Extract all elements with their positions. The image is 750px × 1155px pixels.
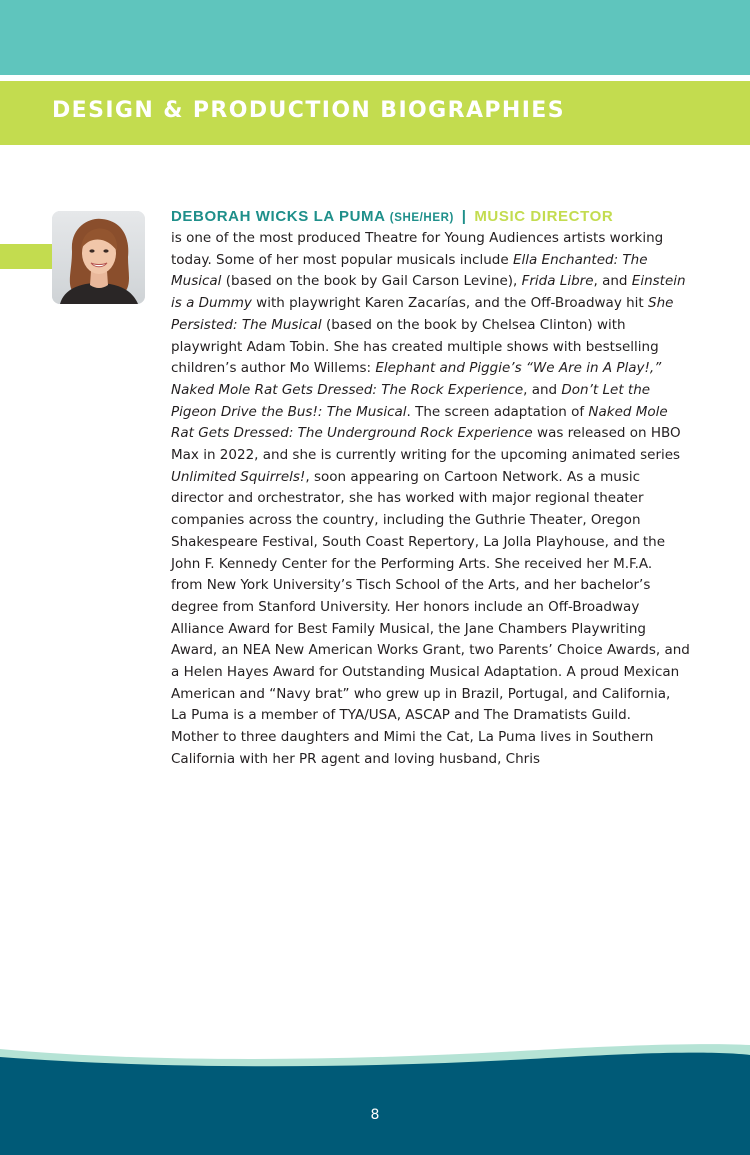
bio-italic-title: Rat Gets Dressed: The Underground Rock Experience <box>171 425 533 442</box>
bio-line <box>171 445 716 467</box>
bio-italic-title: Ella Enchanted: The <box>512 251 648 268</box>
bio-line <box>171 575 716 597</box>
bio-line <box>171 597 716 619</box>
bio-line <box>171 228 716 250</box>
bio-text-segment: a Helen Hayes Award for Outstanding Musical Adaptation. A proud Mexican <box>171 664 680 681</box>
bio-line <box>171 293 716 315</box>
bio-line <box>171 749 716 771</box>
bio-line <box>171 684 716 706</box>
bio-italic-title: Unlimited Squirrels! <box>171 468 306 485</box>
bio-line <box>171 402 716 424</box>
section-title: DESIGN & PRODUCTION BIOGRAPHIES <box>52 98 565 123</box>
page-number: 8 <box>370 1107 380 1123</box>
top-teal-band <box>0 0 750 75</box>
bio-text-segment: degree from Stanford University. Her honors include an Off-Broadway <box>171 598 640 615</box>
bio-text-segment: today. Some of her most popular musicals include <box>171 251 513 268</box>
bio-italic-title: Frida Libre <box>521 273 594 290</box>
bio-italic-title: Naked Mole Rat Gets Dressed: The Rock Experience <box>171 381 524 398</box>
bio-line <box>171 380 716 402</box>
bio-text-segment: with playwright Karen Zacarías, and the Off-Broadway hit <box>251 295 649 312</box>
bio-line <box>171 662 716 684</box>
bio-italic-title: She <box>648 295 674 312</box>
bio-italic-title: Persisted: The Musical <box>171 316 322 333</box>
bio-italic-title: is a Dummy <box>171 295 252 312</box>
bio-text-segment: children’s author Mo Willems: <box>171 360 376 377</box>
bio-text-segment: Shakespeare Festival, South Coast Repertory, La Jolla Playhouse, and the <box>171 533 666 550</box>
bio-text <box>171 228 716 771</box>
bio-text-segment: California with her PR agent and loving husband, Chris <box>171 750 541 767</box>
bio-line <box>171 315 716 337</box>
bio-text-segment: John F. Kennedy Center for the Performing Arts. She received her M.F.A. <box>171 555 653 572</box>
bio-pronouns: (SHE/HER) <box>389 212 454 224</box>
bio-italic-title: Don’t Let the <box>561 381 651 398</box>
bio-text-segment: from New York University’s Tisch School of the Arts, and her bachelor’s <box>171 577 651 594</box>
bio-line <box>171 727 716 749</box>
bio-text-segment: director and orchestrator, she has worked with major regional theater <box>171 490 644 507</box>
bio-line <box>171 358 716 380</box>
headshot-photo <box>52 211 145 304</box>
bio-text-segment: was released on HBO <box>532 425 681 442</box>
bio-text-segment: , and <box>523 381 562 398</box>
bio-line <box>171 619 716 641</box>
footer-navy-band <box>0 1053 750 1155</box>
bio-text-segment: . The screen adaptation of <box>406 403 589 420</box>
bio-header <box>171 208 711 227</box>
bio-text-segment: American and “Navy brat” who grew up in Brazil, Portugal, and California, <box>171 685 671 702</box>
bio-line <box>171 488 716 510</box>
left-accent-bar <box>0 244 52 269</box>
bio-line <box>171 337 716 359</box>
bio-text-segment: playwright Adam Tobin. She has created multiple shows with bestselling <box>171 338 659 355</box>
bio-line <box>171 640 716 662</box>
bio-text-segment: , and <box>593 273 632 290</box>
bio-text-segment: La Puma is a member of TYA/USA, ASCAP and The Dramatists Guild. <box>171 707 631 724</box>
bio-line <box>171 532 716 554</box>
bio-text-segment: Award, an NEA New American Works Grant, two Parents’ Choice Awards, and <box>171 642 690 659</box>
bio-text-segment: Alliance Award for Best Family Musical, the Jane Chambers Playwriting <box>171 620 646 637</box>
bio-text-segment: is one of the most produced Theatre for Young Audiences artists working <box>171 230 664 246</box>
bio-line <box>171 423 716 445</box>
bio-name: DEBORAH WICKS LA PUMA <box>171 208 385 225</box>
bio-role: MUSIC DIRECTOR <box>474 208 614 225</box>
bio-text-segment: Max in 2022, and she is currently writing for the upcoming animated series <box>171 447 681 464</box>
bio-text-segment: (based on the book by Gail Carson Levine), <box>221 273 522 290</box>
bio-line <box>171 510 716 532</box>
bio-text-segment: companies across the country, including the Guthrie Theater, Oregon <box>171 512 641 529</box>
bio-separator: | <box>461 208 467 225</box>
bio-line <box>171 554 716 576</box>
bio-text-segment: (based on the book by Chelsea Clinton) with <box>321 316 626 333</box>
bio-italic-title: Pigeon Drive the Bus!: The Musical <box>171 403 407 420</box>
bio-text-segment: , soon appearing on Cartoon Network. As a music <box>305 468 641 485</box>
bio-italic-title: Elephant and Piggie’s “We Are in A Play!,” <box>375 360 662 377</box>
bio-text-segment: Mother to three daughters and Mimi the Cat, La Puma lives in Southern <box>171 729 654 746</box>
footer-wave <box>0 1035 750 1155</box>
bio-italic-title: Musical <box>171 273 222 290</box>
bio-line <box>171 705 716 727</box>
bio-italic-title: Einstein <box>631 273 686 290</box>
bio-line <box>171 467 716 489</box>
bio-line <box>171 271 716 293</box>
bio-line <box>171 250 716 272</box>
bio-italic-title: Naked Mole <box>588 403 668 420</box>
